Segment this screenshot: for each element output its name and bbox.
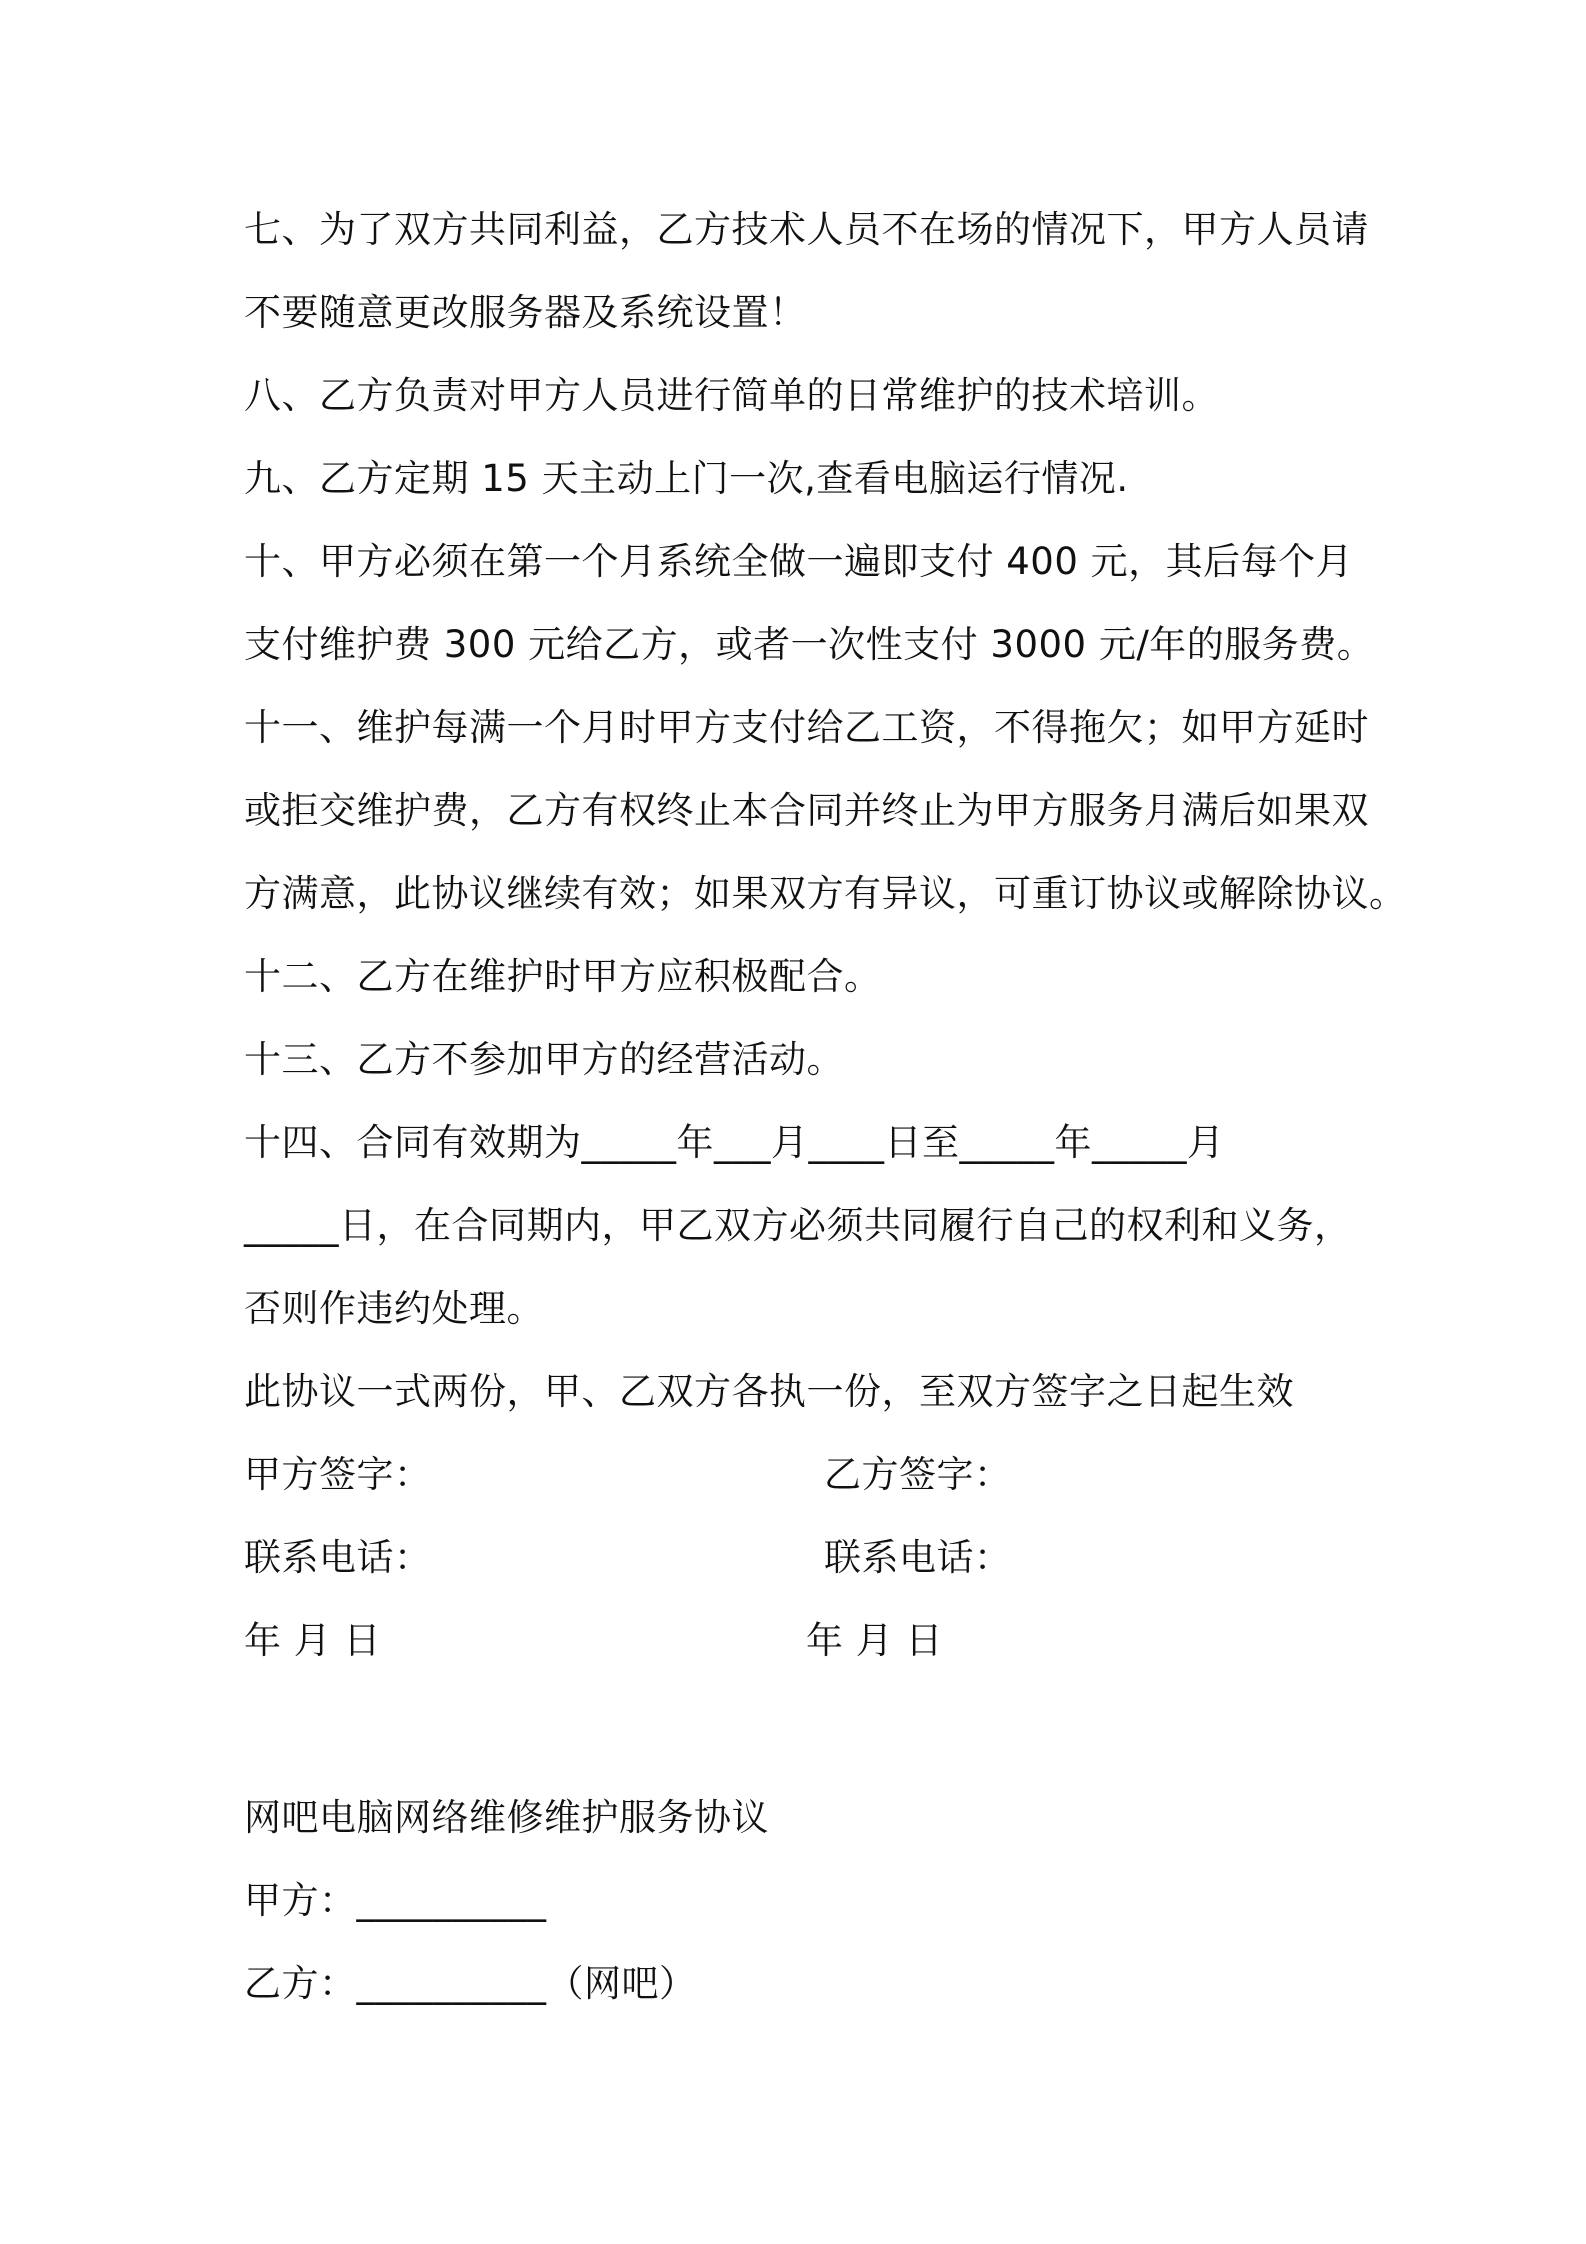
party-a-date: 年 月 日: [244, 1619, 382, 1662]
clause-10-line-1: 十、甲方必须在第一个月系统全做一遍即支付 400 元，其后每个月: [244, 540, 1354, 583]
clause-11-line-1: 十一、维护每满一个月时甲方支付给乙工资，不得拖欠；如甲方延时: [244, 706, 1369, 749]
party-b-signature-label: 乙方签字：: [824, 1453, 1012, 1496]
clause-14-line-1: 十四、合同有效期为_____年___月____日至_____年_____月: [244, 1121, 1225, 1164]
party-a-signature-label: 甲方签字：: [244, 1453, 432, 1496]
clause-12: 十二、乙方在维护时甲方应积极配合。: [244, 955, 882, 998]
clause-11-line-2: 或拒交维护费，乙方有权终止本合同并终止为甲方服务月满后如果双: [244, 789, 1369, 832]
clause-7-line-1: 七、为了双方共同利益，乙方技术人员不在场的情况下，甲方人员请: [244, 208, 1369, 251]
party-b-phone-label: 联系电话：: [824, 1536, 1012, 1579]
clause-14-line-2: _____日，在合同期内，甲乙双方必须共同履行自己的权利和义务，: [244, 1204, 1352, 1247]
clause-7-line-2: 不要随意更改服务器及系统设置！: [244, 291, 807, 334]
clause-8: 八、乙方负责对甲方人员进行简单的日常维护的技术培训。: [244, 374, 1219, 417]
clause-14-line-3: 否则作违约处理。: [244, 1287, 544, 1330]
party-a-phone-label: 联系电话：: [244, 1536, 432, 1579]
clause-10-line-2: 支付维护费 300 元给乙方，或者一次性支付 3000 元/年的服务费。: [244, 623, 1375, 666]
clause-11-line-3: 方满意，此协议继续有效；如果双方有异议，可重订协议或解除协议。: [244, 872, 1407, 915]
next-document-party-a: 甲方：__________: [244, 1879, 547, 1922]
clause-13: 十三、乙方不参加甲方的经营活动。: [244, 1038, 844, 1081]
clause-9: 九、乙方定期 15 天主动上门一次,查看电脑运行情况.: [244, 457, 1129, 500]
next-document-party-b: 乙方：__________（网吧）: [244, 1962, 697, 2005]
party-b-date: 年 月 日: [806, 1619, 944, 1662]
next-document-title: 网吧电脑网络维修维护服务协议: [244, 1796, 769, 1839]
effectiveness-statement: 此协议一式两份，甲、乙双方各执一份，至双方签字之日起生效: [244, 1370, 1294, 1413]
